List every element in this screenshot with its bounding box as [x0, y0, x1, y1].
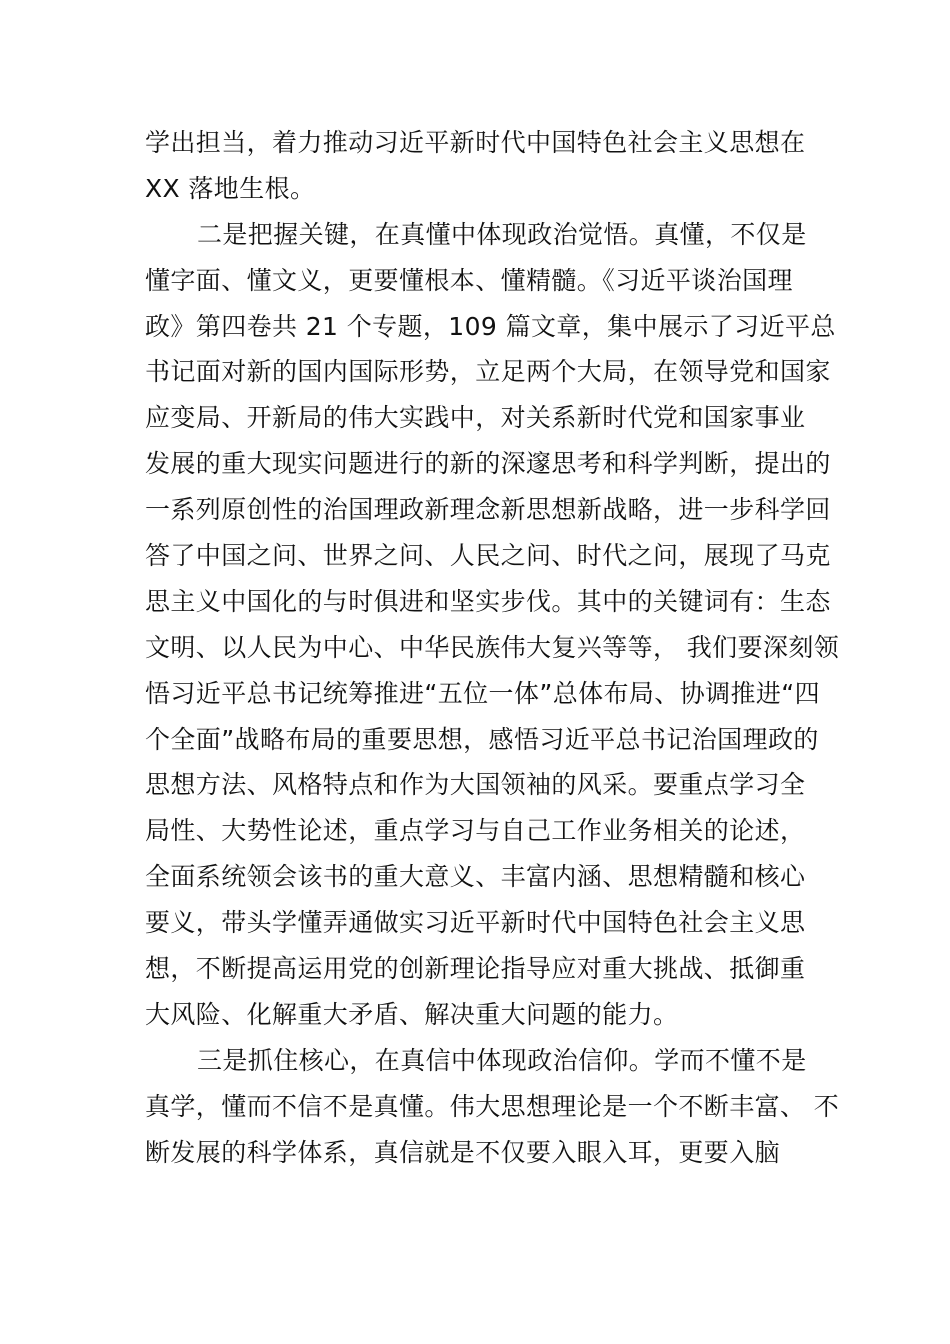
text-line: 答了中国之问、世界之问、人民之问、时代之问，展现了马克	[145, 541, 831, 571]
text-line: 悟习近平总书记统筹推进“五位一体”总体布局、协调推进“四	[145, 678, 821, 708]
text-line: 断发展的科学体系，真信就是不仅要入眼入耳，更要入脑	[145, 1137, 781, 1167]
text-line: 想，不断提高运用党的创新理论指导应对重大挑战、抵御重	[145, 954, 806, 984]
text-line: 文明、以人民为中心、中华民族伟大复兴等等， 我们要深刻领	[145, 632, 840, 662]
text-line: 要义，带头学懂弄通做实习近平新时代中国特色社会主义思	[145, 908, 806, 938]
document-page	[145, 120, 840, 1175]
text-line: 全面系统领会该书的重大意义、丰富内涵、思想精髓和核心	[145, 862, 806, 892]
text-line: 书记面对新的国内国际形势，立足两个大局，在领导党和国家	[145, 357, 831, 387]
text-line: 懂字面、懂文义，更要懂根本、懂精髓。《习近平谈治国理	[145, 265, 793, 295]
text-line: 一系列原创性的治国理政新理念新思想新战略，进一步科学回	[145, 495, 831, 525]
text-line: 思主义中国化的与时俱进和坚实步伐。其中的关键词有：生态	[145, 586, 831, 616]
text-line: 应变局、开新局的伟大实践中，对关系新时代党和国家事业	[145, 403, 806, 433]
text-line: XX 落地生根。	[145, 173, 316, 203]
text-line: 个全面”战略布局的重要思想，感悟习近平总书记治国理政的	[145, 724, 819, 754]
text-line: 学出担当，着力推动习近平新时代中国特色社会主义思想在	[145, 128, 806, 157]
text-line: 真学，懂而不信不是真懂。伟大思想理论是一个不断丰富、 不	[145, 1091, 840, 1121]
text-line: 三是抓住核心，在真信中体现政治信仰。学而不懂不是	[197, 1045, 807, 1075]
text-line: 政》第四卷共 21 个专题，109 篇文章，集中展示了习近平总	[145, 311, 836, 341]
text-line: 发展的重大现实问题进行的新的深邃思考和科学判断，提出的	[145, 449, 831, 479]
text-line: 二是把握关键，在真懂中体现政治觉悟。真懂，不仅是	[197, 219, 807, 249]
text-line: 局性、大势性论述，重点学习与自己工作业务相关的论述，	[145, 816, 806, 846]
text-line: 思想方法、风格特点和作为大国领袖的风采。要重点学习全	[145, 770, 806, 800]
text-line: 大风险、化解重大矛盾、解决重大问题的能力。	[145, 999, 679, 1029]
